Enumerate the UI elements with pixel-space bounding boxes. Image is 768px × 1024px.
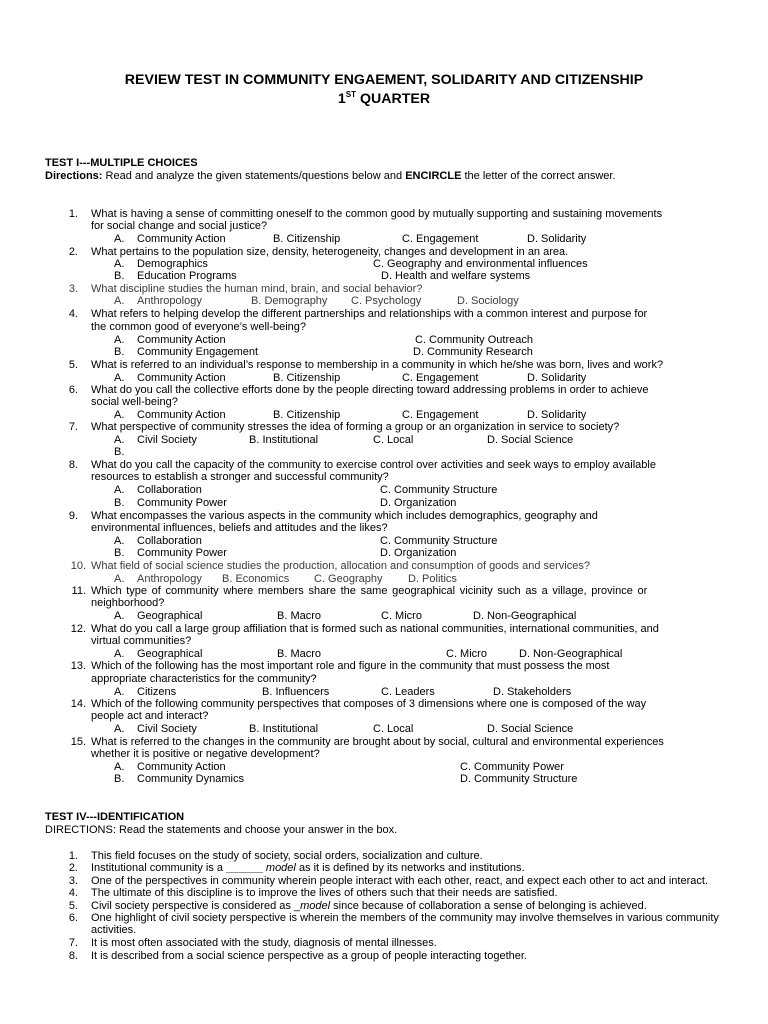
option-b: Education Programs	[137, 270, 237, 282]
item-text-a: Civil society perspective is considered as	[91, 900, 291, 912]
option-letter: A.	[114, 573, 125, 585]
quarter-number: 1	[337, 91, 346, 107]
question-text: What do you call a large group affiliation that is formed such as national communities, international communities, and	[91, 623, 659, 635]
question-text: What is having a sense of committing oneself to the common good by mutually supporting and sustaining movements	[91, 208, 663, 220]
option-letter: B.	[114, 773, 125, 785]
option-d: D. Solidarity	[527, 372, 587, 384]
answer-blank: ______	[226, 862, 263, 874]
item-number: 2.	[68, 862, 78, 874]
option-c: C. Geography and environmental influences	[373, 258, 588, 270]
option-letter: B.	[114, 346, 125, 358]
option-letter: A.	[114, 372, 125, 384]
item-text	[91, 862, 525, 875]
option-b: B. Economics	[222, 573, 290, 585]
question-text: Which of the following has the most important role and figure in the community that must possess the most	[91, 660, 610, 672]
option-letter: A.	[114, 610, 125, 622]
option-letter: A.	[114, 723, 125, 735]
option-c: C. Leaders	[381, 686, 435, 698]
item-text: It is described from a social science perspective as a group of people interacting together.	[91, 950, 527, 962]
item-number: 8.	[68, 950, 78, 962]
option-letter: A.	[114, 295, 125, 307]
option-b: Community Power	[137, 547, 227, 559]
question-number: 5.	[68, 359, 78, 371]
option-c: C. Geography	[314, 573, 383, 585]
option-c: C. Community Structure	[380, 484, 498, 496]
option-b: Community Power	[137, 497, 227, 509]
question-text: environmental influences, beliefs and attitudes and the likes?	[91, 522, 388, 534]
question-text: What refers to helping develop the different partnerships and relationships with a common interest and purpose for	[91, 308, 648, 320]
item-text-a: Institutional community is a	[91, 862, 224, 874]
question-number: 3.	[68, 283, 78, 295]
option-letter: A.	[114, 258, 125, 270]
item-text	[91, 900, 647, 913]
test1-heading: TEST I---MULTIPLE CHOICES	[45, 157, 198, 169]
option-d: D. Community Research	[413, 346, 533, 358]
question-text: What field of social science studies the production, allocation and consumption of goods and services?	[91, 560, 590, 572]
option-c: C. Engagement	[402, 409, 479, 421]
option-a: Community Action	[137, 334, 226, 346]
option-d: D. Politics	[408, 573, 457, 585]
option-c: C. Local	[373, 434, 414, 446]
question-number: 8.	[68, 459, 78, 471]
option-letter: B.	[114, 497, 125, 509]
option-letter: A.	[114, 233, 125, 245]
option-a: Civil Society	[137, 434, 197, 446]
document-title: REVIEW TEST IN COMMUNITY ENGAEMENT, SOLIDARITY AND CITIZENSHIP	[124, 72, 644, 88]
option-a: Community Action	[137, 372, 226, 384]
option-d: D. Organization	[380, 547, 457, 559]
item-text: It is most often associated with the study, diagnosis of mental illnesses.	[91, 937, 437, 949]
question-text: virtual communities?	[91, 635, 192, 647]
item-number: 7.	[68, 937, 78, 949]
question-text: What do you call the capacity of the community to exercise control over activities and seek ways to employ available	[91, 459, 656, 471]
item-text: This field focuses on the study of society, social orders, socialization and culture.	[91, 850, 483, 862]
question-number: 7.	[68, 421, 78, 433]
option-c: C. Community Outreach	[415, 334, 533, 346]
option-a: Citizens	[137, 686, 177, 698]
option-letter: A.	[114, 686, 125, 698]
option-b: B. Citizenship	[273, 372, 341, 384]
option-b: B. Institutional	[249, 434, 319, 446]
question-text: What is referred to the changes in the community are brought about by social, cultural and environmental experiences	[91, 736, 664, 748]
quarter-word: QUARTER	[359, 91, 431, 107]
question-number: 14.	[70, 698, 86, 710]
question-text: neighborhood?	[91, 597, 165, 609]
option-c: C. Local	[373, 723, 414, 735]
option-a: Collaboration	[137, 535, 202, 547]
option-b: B. Influencers	[262, 686, 330, 698]
option-letter: A.	[114, 484, 125, 496]
directions-encircle: ENCIRCLE	[405, 170, 462, 182]
item-text: One of the perspectives in community wherein people interact with each other, react, and expect each other to act and interact.	[91, 875, 708, 887]
question-number: 9.	[68, 510, 78, 522]
option-a: Demographics	[137, 258, 208, 270]
question-text: resources to establish a stronger and successful community?	[91, 471, 389, 483]
question-text: What pertains to the population size, density, heterogeneity, changes and development in an area.	[91, 246, 569, 258]
option-a: Collaboration	[137, 484, 202, 496]
option-d: D. Community Structure	[460, 773, 578, 785]
model-word: model	[300, 900, 331, 912]
question-text: for social change and social justice?	[91, 220, 268, 232]
option-a: Geographical	[137, 648, 203, 660]
option-d: D. Non-Geographical	[519, 648, 623, 660]
question-number: 1.	[68, 208, 78, 220]
directions-text-c: the letter of the correct answer.	[464, 170, 616, 182]
option-d: D. Solidarity	[527, 409, 587, 421]
option-a: Civil Society	[137, 723, 197, 735]
option-d: D. Stakeholders	[493, 686, 572, 698]
item-number: 4.	[68, 887, 78, 899]
question-number: 4.	[68, 308, 78, 320]
question-number: 13.	[70, 660, 86, 672]
option-letter: A.	[114, 648, 125, 660]
option-c: C. Engagement	[402, 372, 479, 384]
option-d: D. Organization	[380, 497, 457, 509]
option-letter: A.	[114, 535, 125, 547]
question-text: appropriate characteristics for the community?	[91, 673, 317, 685]
option-a: Anthropology	[137, 573, 202, 585]
item-number: 6.	[68, 912, 78, 924]
answer-blank: _	[293, 900, 301, 912]
option-b: Community Engagement	[137, 346, 259, 358]
option-letter: A.	[114, 761, 125, 773]
item-number: 5.	[68, 900, 78, 912]
item-text: activities.	[91, 924, 137, 936]
option-b: B. Demography	[251, 295, 328, 307]
question-number: 11.	[71, 585, 86, 597]
option-d: D. Non-Geographical	[473, 610, 577, 622]
directions-text-a: Read and analyze the given statements/questions below and	[105, 170, 403, 182]
option-d: D. Sociology	[457, 295, 519, 307]
quarter-subtitle	[0, 91, 768, 107]
option-letter: A.	[114, 434, 125, 446]
option-d: D. Solidarity	[527, 233, 587, 245]
question-text: What do you call the collective efforts done by the people directing toward addressing problems in order to achieve	[91, 384, 649, 396]
test4-directions: DIRECTIONS: Read the statements and choose your answer in the box.	[45, 824, 398, 836]
question-text: Which type of community where members share the same geographical vicinity such as a village, province or	[91, 585, 648, 597]
option-b: Community Dynamics	[137, 773, 244, 785]
test4-heading: TEST IV---IDENTIFICATION	[45, 811, 185, 823]
item-text: One highlight of civil society perspective is wherein the members of the community may involve themselves in various community	[91, 912, 719, 924]
question-text: the common good of everyone’s well-being?	[91, 321, 307, 333]
option-d: D. Social Science	[487, 434, 574, 446]
option-c: C. Micro	[446, 648, 487, 660]
question-number: 6.	[68, 384, 78, 396]
option-letter: A.	[114, 334, 125, 346]
option-b: B. Citizenship	[273, 409, 341, 421]
option-letter: B.	[114, 270, 125, 282]
question-number: 15.	[70, 736, 86, 748]
question-text: people act and interact?	[91, 710, 209, 722]
option-c: C. Engagement	[402, 233, 479, 245]
question-text: Which of the following community perspectives that composes of 3 dimensions where one is composed of the way	[91, 698, 647, 710]
option-b: B. Macro	[277, 648, 322, 660]
option-d: D. Social Science	[487, 723, 574, 735]
option-d: D. Health and welfare systems	[381, 270, 531, 282]
option-b: B. Citizenship	[273, 233, 341, 245]
directions-label: Directions:	[45, 170, 103, 182]
option-c: C. Micro	[381, 610, 422, 622]
question-text: social well-being?	[91, 396, 178, 408]
option-letter-extra: B.	[114, 446, 125, 458]
item-text: The ultimate of this discipline is to improve the lives of others such that their needs are satisfied.	[91, 887, 558, 899]
option-b: B. Macro	[277, 610, 322, 622]
option-b: B. Institutional	[249, 723, 319, 735]
item-text-b: as it is defined by its networks and institutions.	[298, 862, 525, 874]
question-text: whether it is positive or negative development?	[91, 748, 320, 760]
option-letter: A.	[114, 409, 125, 421]
option-a: Community Action	[137, 409, 226, 421]
option-a: Community Action	[137, 233, 226, 245]
question-number: 10.	[70, 560, 86, 572]
question-text: What encompasses the various aspects in the community which includes demographics, geography and	[91, 510, 598, 522]
item-number: 1.	[68, 850, 78, 862]
item-text-b: since because of collaboration a sense of belonging is achieved.	[333, 900, 647, 912]
option-letter: B.	[114, 547, 125, 559]
question-number: 2.	[68, 246, 78, 258]
quarter-ordinal: ST	[345, 90, 356, 99]
test1-directions	[45, 170, 616, 183]
item-number: 3.	[68, 875, 78, 887]
option-a: Geographical	[137, 610, 203, 622]
option-c: C. Community Power	[460, 761, 564, 773]
question-text: What discipline studies the human mind, brain, and social behavior?	[91, 283, 423, 295]
question-number: 12.	[70, 623, 86, 635]
option-a: Community Action	[137, 761, 226, 773]
option-c: C. Community Structure	[380, 535, 498, 547]
option-c: C. Psychology	[351, 295, 422, 307]
option-a: Anthropology	[137, 295, 202, 307]
model-word: model	[265, 862, 296, 874]
question-text: What perspective of community stresses the idea of forming a group or an organization in service to society?	[91, 421, 620, 433]
question-text: What is referred to an individual’s response to membership in a community in which he/she was born, lives and work?	[91, 359, 664, 371]
